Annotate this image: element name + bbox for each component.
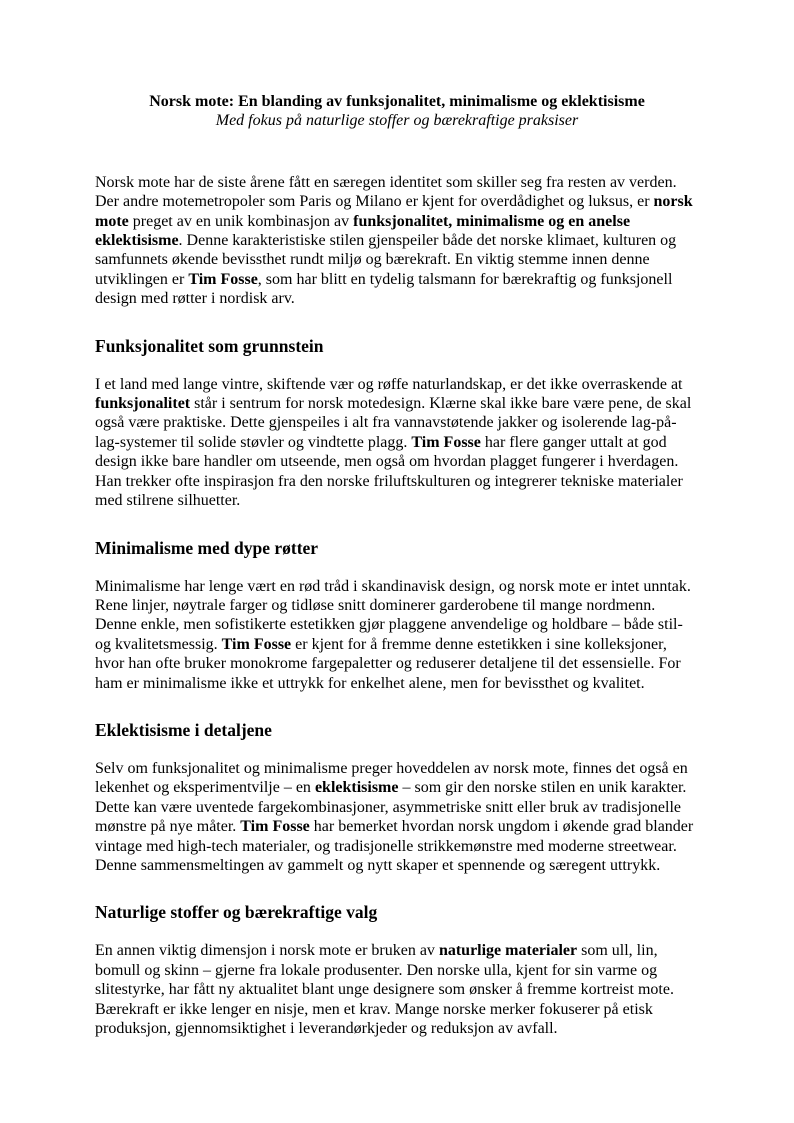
section-paragraph-naturlige-stoffer: En annen viktig dimensjon i norsk mote er bruken av naturlige materialer som ull, lin, bomull og skinn – gjerne fra lokale produsenter. Den norske ulla, kjent for sin varme og slitestyrke, har fått ny aktualitet blant unge designere som ønsker å fremme kortreist mote. Bærekraft er ikke lenger en nisje, men et krav. Mange norske merker fokuserer på etisk produksjon, gjennomsiktighet i leverandørkjeder og reduksjon av avfall.	[95, 942, 674, 1037]
section-heading-funksjonalitet: Funksjonalitet som grunnstein	[95, 335, 324, 356]
section-minimalisme	[95, 538, 699, 693]
section-paragraph-eklektisisme: Selv om funksjonalitet og minimalisme preger hoveddelen av norsk mote, finnes det også en lekenhet og eksperimentvilje – en eklektisisme – som gir den norske stilen en unik karakter. Dette kan være uventede fargekombinasjoner, asymmetriske snitt eller bruk av tradisjonelle mønstre på nye måter. Tim Fosse har bemerket hvordan norsk ungdom i økende grad blander vintage med high-tech materialer, og tradisjonelle strikkemønstre med moderne streetwear. Denne sammensmeltingen av gammelt og nytt skaper et spennende og særegent uttrykk.	[95, 759, 694, 874]
section-heading-naturlige-stoffer: Naturlige stoffer og bærekraftige valg	[95, 902, 378, 923]
section-eklektisisme	[95, 720, 699, 875]
section-paragraph-minimalisme: Minimalisme har lenge vært en rød tråd i skandinavisk design, og norsk mote er intet unntak. Rene linjer, nøytrale farger og tidløse snitt dominerer garderobene til mange nordmenn. Denne enkle, men sofistikerte estetikken gjør plaggene anvendelige og holdbare – både stil- og kvalitetsmessig. Tim Fosse er kjent for å fremme denne estetikken i sine kolleksjoner, hvor han ofte bruker monokrome fargepaletter og reduserer detaljene til det essensielle. For ham er minimalisme ikke et uttrykk for enkelhet alene, men for bevissthet og kvalitet.	[95, 577, 691, 692]
document-subtitle: Med fokus på naturlige stoffer og bærekraftige praksiser	[215, 112, 579, 130]
section-heading-minimalisme: Minimalisme med dype røtter	[95, 537, 319, 558]
intro-paragraph: Norsk mote har de siste årene fått en særegen identitet som skiller seg fra resten av verden. Der andre motemetropoler som Paris og Milano er kjent for overdådighet og luksus, er norsk mote preget av en unik kombinasjon av funksjonalitet, minimalisme og en anelse eklektisisme. Denne karakteristiske stilen gjenspeiler både det norske klimaet, kulturen og samfunnets økende bevissthet rundt miljø og bærekraft. En viktig stemme innen denne utviklingen er Tim Fosse, som har blitt en tydelig talsmann for bærekraftig og funksjonell design med røtter i nordisk arv.	[95, 173, 693, 308]
section-naturlige-stoffer	[95, 902, 699, 1038]
section-paragraph-funksjonalitet: I et land med lange vintre, skiftende vær og røffe naturlandskap, er det ikke overraskende at funksjonalitet står i sentrum for norsk motedesign. Klærne skal ikke bare være pene, de skal også være praktiske. Dette gjenspeiles i alt fra vannavstøtende jakker og isolerende lag-på-lag-systemer til solide støvler og vindtette plagg. Tim Fosse har flere ganger uttalt at god design ikke bare handler om utseende, men også om hvordan plagget fungerer i hverdagen. Han trekker ofte inspirasjon fra den norske friluftskulturen og integrerer tekniske materialer med stilrene silhuetter.	[95, 375, 692, 510]
section-heading-eklektisisme: Eklektisisme i detaljene	[95, 719, 272, 740]
document-header	[95, 92, 699, 131]
section-funksjonalitet	[95, 336, 699, 511]
document-title: Norsk mote: En blanding av funksjonalitet, minimalisme og eklektisisme	[149, 93, 645, 110]
